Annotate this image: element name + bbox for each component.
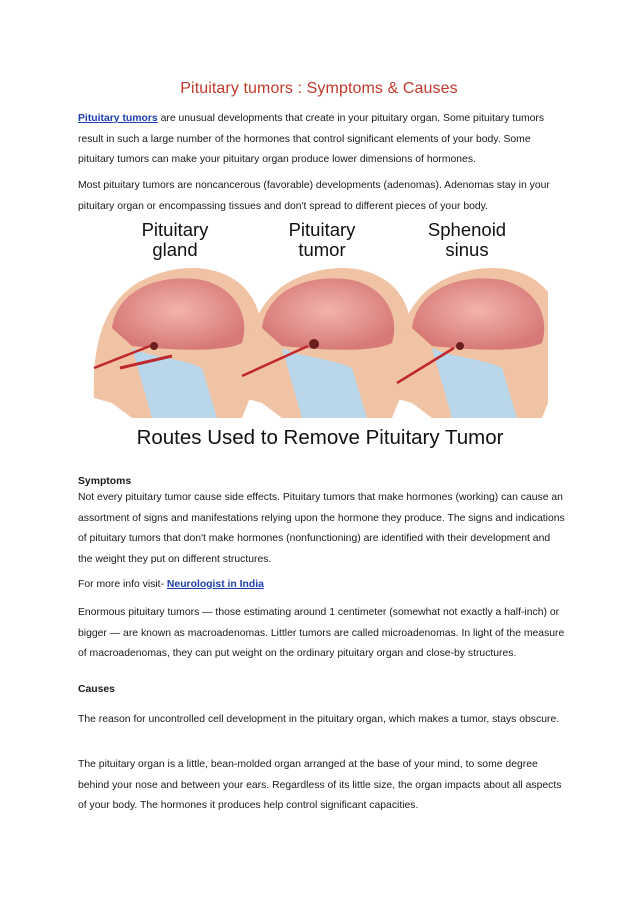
page-title: Pituitary tumors : Symptoms & Causes: [180, 80, 458, 97]
adenoma-paragraph: Most pituitary tumors are noncancerous (favorable) developments (adenomas). Adenomas stay in your pituitary organ or encompassing tissues and don't spread to different pieces of your body.: [78, 180, 550, 212]
symptoms-heading: Symptoms: [78, 476, 132, 487]
intro-text: are unusual developments that create in your pituitary organ. Some pituitary tumors result in such a large number of the hormones that control significant elements of your body. Some pituitary tumors can make your pituitary organ produce lower dimensions of hormones.: [78, 113, 545, 165]
causes-paragraph-2: The pituitary organ is a little, bean-molded organ arranged at the base of your mind, to some degree behind your nose and between your ears. Regardless of its little size, the organ impacts about all aspects of your body. The hormones it produces help control significant capacities.: [78, 759, 562, 811]
intro-paragraph: [78, 109, 566, 171]
sphenoid-sinus-label: Sphenoid sinus: [427, 219, 507, 260]
symptoms-paragraph-2: Enormous pituitary tumors — those estimating around 1 centimeter (somewhat not exactly a half-inch) or bigger — are known as macroadenomas. Littler tumors are called microadenomas. In light of the measure of macroadenomas, they can put weight on the ordinary pituitary organ and close-by structures.: [78, 607, 565, 659]
pituitary-tumors-link[interactable]: Pituitary tumors: [78, 113, 158, 124]
more-info-prefix: For more info visit-: [78, 579, 167, 590]
pituitary-surgery-figure: [92, 218, 548, 458]
symptoms-paragraph-1: Not every pituitary tumor cause side effects. Pituitary tumors that make hormones (working) can cause an assortment of signs and manifestations relying upon the hormone they produce. The signs and indications of pituitary tumors that don't make hormones (nonfunctioning) are identified with their development and the weight they put on different structures.: [78, 492, 565, 565]
pituitary-gland-label: Pituitary gland: [141, 219, 209, 260]
more-info-line: [78, 575, 566, 596]
causes-paragraph-1: The reason for uncontrolled cell development in the pituitary organ, which makes a tumor, stays obscure.: [78, 714, 560, 725]
causes-heading: Causes: [78, 684, 115, 695]
pituitary-tumor-label: Pituitary tumor: [288, 219, 356, 260]
figure-caption: Routes Used to Remove Pituitary Tumor: [136, 426, 504, 449]
neurologist-in-india-link[interactable]: Neurologist in India: [166, 579, 264, 590]
